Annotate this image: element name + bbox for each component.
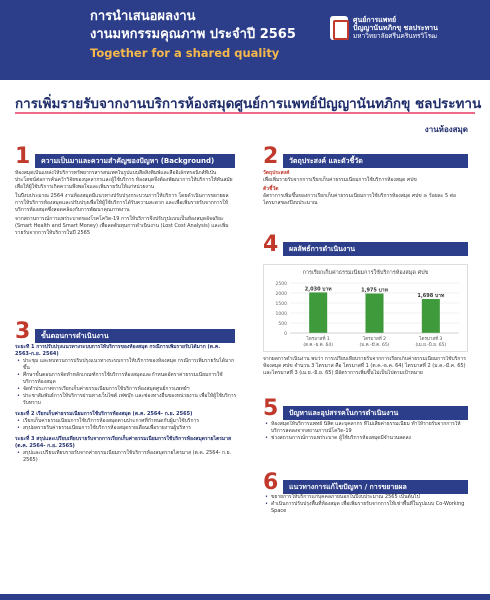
section-2-number: 2 (263, 144, 279, 169)
y-tick-label: 1500 (275, 301, 287, 307)
phase-1-item: • จัดทำประกาศการเรียกเก็บค่าธรรมเนียมการใช้บริการห้องสมุดศูนย์การแพทย์ฯ (15, 386, 237, 393)
section-2-header (263, 146, 468, 168)
section-3-title: ขั้นตอนการดำเนินงาน (35, 329, 235, 343)
hospital-logo-icon (330, 16, 348, 40)
objective-heading: วัตถุประสงค์ (263, 170, 290, 176)
section-1-title: ความเป็นมาและความสำคัญของปัญหา (Background) (35, 154, 235, 168)
y-tick-label: 500 (278, 321, 287, 327)
y-tick-label: 2000 (275, 291, 287, 297)
bar (365, 294, 383, 334)
bar (309, 292, 327, 333)
section-3-body (15, 344, 237, 584)
data-label: 2,030 บาท (304, 286, 332, 293)
phase-1-item: • ประชุม และทบทวนการปรับปรุงแนวทางระบบการให้บริการของห้องสมุด กรณีการเพิ่มรายรับได้มากขึ้น (15, 358, 237, 372)
section-4-number: 4 (263, 232, 279, 257)
section-1-paragraph-2: ในปีงบประมาณ 2564 งานห้องสมุดมีแนวทางปรับปรุงกระบวนการให้บริการ โดยดำเนินการขยายผลการให้บริการห้องสมุดและปรับปรุงเพื่อให้ผู้ใช้บริการได้รับความสะดวก และเพื่อเพิ่มรายรับจากการให้บริการห้องสมุดซึ่งสอดคล้องกับการพัฒนาคุณภาพงาน (15, 193, 229, 213)
x-tick-label: ไตรมาสที่ 1 (306, 337, 330, 342)
section-6-number: 6 (263, 470, 279, 495)
organization-logo (330, 14, 480, 42)
solution-item: • ดำเนินการปรับปรุงพื้นที่ห้องสมุด เพื่อเพิ่มรายรับจากการให้เช่าพื้นที่ในรูปแบบ Co-Working Space (263, 501, 473, 515)
revenue-bar-chart (264, 265, 467, 351)
poster-header (0, 0, 490, 80)
section-5-title: ปัญหาและอุปสรรคในการดำเนินงาน (283, 406, 468, 420)
data-label: 1,975 บาท (361, 287, 388, 294)
kpi-text: อัตราการเพิ่มขึ้นของการเรียกเก็บค่าธรรมเนียมการใช้บริการห้องสมุด ศปข ≥ ร้อยละ 5 ต่อไตรมาสของปีงบประมาณ (263, 193, 457, 206)
phase-1-item: • ศึกษาขั้นตอนการจัดทำหลักเกณฑ์การใช้บริการห้องสมุดและกำหนดอัตราค่าธรรมเนียมการใช้บริการห้องสมุด (15, 372, 237, 386)
phase-3-item: • สรุปและเปรียบเทียบรายรับจากค่าธรรมเนียมการใช้บริการห้องสมุดรายไตรมาส (ต.ค. 2564- ก.ย. 2565) (15, 450, 237, 464)
header-slogan: Together for a shared quality (90, 46, 280, 60)
logo-line-1: ศูนย์การแพทย์ (353, 16, 397, 24)
section-5-header (263, 398, 468, 420)
phase-1-heading: ระยะที่ 1 การปรับปรุงแนวทางระบบการให้บริการของห้องสมุด กรณีการเพิ่มรายรับได้มาก (ต.ค. 2563-ก.ย. 2564) (15, 344, 221, 357)
section-4-header (263, 234, 468, 256)
phase-1-item: • ประชาสัมพันธ์การให้บริการผ่านทางเว็บไซต์ เฟซบุ๊ก และช่องทางอื่นของหน่วยงาน เพื่อให้ผู้ใช้บริการรับทราบ (15, 393, 237, 407)
phase-3-heading: ระยะที่ 3 สรุปและเปรียบเทียบรายรับจากการเรียกเก็บค่าธรรมเนียมการใช้บริการห้องสมุดรายไตรมาส (ต.ค. 2564- ก.ย. 2565) (15, 436, 232, 449)
phase-2-item: • เรียกเก็บค่าธรรมเนียมการใช้บริการห้องสมุดตามประกาศที่กำหนดกับผู้มาใช้บริการ (15, 418, 237, 425)
y-tick-label: 2500 (275, 281, 287, 287)
phase-2-heading: ระยะที่ 2 เรียกเก็บค่าธรรมเนียมการใช้บริการห้องสมุด (ต.ค. 2564- ก.ย. 2565) (15, 411, 193, 417)
section-5-number: 5 (263, 396, 279, 421)
section-6-body (263, 494, 473, 534)
chart-title: การเรียกเก็บค่าธรรมเนียมการใช้บริการห้องสมุด ศปข (302, 270, 429, 276)
section-2-title: วัตถุประสงค์ และตัวชี้วัด (283, 154, 468, 168)
y-tick-label: 1000 (275, 311, 287, 317)
data-label: 1,698 บาท (417, 293, 445, 300)
logo-line-2: ปัญญานันทภิกขุ ชลประทาน (353, 24, 438, 32)
section-1-body (15, 170, 237, 300)
section-1-header (15, 146, 235, 168)
header-title-event: งานมหกรรมคุณภาพ ประจำปี 2565 (90, 27, 296, 42)
section-3-number: 3 (15, 319, 31, 344)
section-1-paragraph-1: ห้องสมุดเป็นแหล่งให้บริการทรัพยากรสารสนเทศในรูปแบบสื่อสิ่งพิมพ์และสื่ออิเล็กทรอนิกส์ที่เป็นประโยชน์ต่อการค้นคว้าวิจัยของบุคลากรและผู้ใช้บริการ ห้องสมุดจึงต้องพัฒนาการให้บริการให้ทันสมัย เพื่อให้ผู้ใช้บริการเกิดความพึงพอใจและเพิ่มรายรับให้แก่หน่วยงาน (15, 170, 233, 190)
solution-item: • ขยายการให้บริการแก่บุคคลภายนอกในปีงบประมาณ 2565 เป็นต้นไป (263, 494, 473, 501)
bar (422, 299, 440, 333)
x-tick-label-sub: (ม.ค.-มี.ค. 65) (359, 343, 390, 348)
y-tick-label: 0 (284, 331, 287, 337)
section-3-header (15, 321, 235, 343)
section-4-summary: จากผลการดำเนินงาน พบว่า การเปรียบเทียบรายรับจากการเรียกเก็บค่าธรรมเนียมการใช้บริการห้องสมุด ศปข จำนวน 3 ไตรมาส คือ ไตรมาสที่ 1 (ต.ค.-ธ.ค. 64) ไตรมาสที่ 2 (ม.ค.-มี.ค. 65) และไตรมาสที่ 3 (เม.ย.-มิ.ย. 65) มีอัตราการเพิ่มขึ้นไม่เป็นไปตามเป้าหมาย (263, 356, 466, 376)
problem-item: • ห้องสมุดให้บริการแพทย์ นิสิต และบุคลากร ที่ไม่เสียค่าธรรมเนียม ทำให้รายรับจากการให้บริการลดลงจากสถานการณ์โควิด-19 (263, 421, 473, 435)
logo-line-3: มหาวิทยาลัยศรีนครินทรวิโรฒ (353, 32, 438, 40)
x-tick-label-sub: (เม.ย.-มิ.ย. 65) (415, 343, 447, 348)
section-1-paragraph-3: จากสถานการณ์การแพร่ระบาดของโรคโควิด-19 การให้บริการจึงปรับรูปแบบเป็นห้องสมุดอัจฉริยะ (Smart Health and Smart Money) เพื่อลดต้นทุนการดำเนินงาน (Lost Cost Analysis) และเพิ่มรายรับจากการให้บริการในปี 2565 (15, 216, 229, 236)
header-title: การนำเสนอผลงาน (90, 9, 196, 24)
kpi-heading: ตัวชี้วัด (263, 186, 279, 192)
poster-title: การเพิ่มรายรับจากงานบริการห้องสมุดศูนย์การแพทย์ปัญญานันทภิกขุ ชลประทาน (15, 96, 482, 112)
title-divider (15, 112, 475, 114)
revenue-chart (263, 264, 468, 352)
phase-2-item: • สรุปผลรายรับค่าธรรมเนียมการใช้บริการห้องสมุดรายเดือนเพื่อรายงานผู้บริหาร (15, 425, 237, 432)
x-tick-label: ไตรมาสที่ 3 (419, 337, 443, 342)
objective-text: เพื่อเพิ่มรายรับจากการเรียกเก็บค่าธรรมเนียมการใช้บริการห้องสมุด ศปข (263, 177, 417, 183)
footer-bar (0, 594, 490, 600)
section-6-header (263, 472, 468, 494)
section-5-body (263, 421, 473, 466)
section-2-body (263, 170, 473, 220)
problem-item: • ช่วงสถานการณ์การแพร่ระบาด ผู้ใช้บริการห้องสมุดมีจำนวนลดลง (263, 435, 473, 442)
section-6-title: แนวทางการแก้ไขปัญหา / การขยายผล (283, 480, 468, 494)
section-1-number: 1 (15, 144, 31, 169)
x-tick-label-sub: (ต.ค.-ธ.ค. 64) (303, 343, 334, 348)
section-4-title: ผลลัพธ์การดำเนินงาน (283, 242, 468, 256)
x-tick-label: ไตรมาสที่ 2 (362, 337, 387, 342)
department-label: งานห้องสมุด (424, 125, 468, 134)
